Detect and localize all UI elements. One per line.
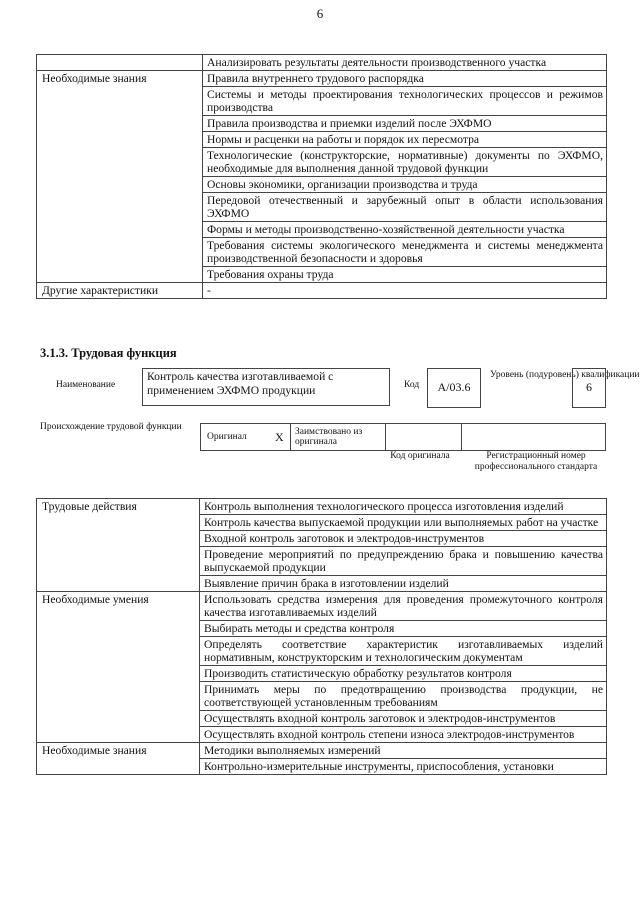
row-text: - <box>203 283 607 299</box>
code-original-cell <box>386 424 462 450</box>
table-row <box>37 132 607 148</box>
row-label <box>37 267 203 283</box>
row-text: Выявление причин брака в изготовлении изделий <box>200 576 607 592</box>
row-text: Производить статистическую обработку результатов контроля <box>200 666 607 682</box>
row-text: Принимать меры по предотвращению производства продукции, не соответствующей установленным требованиям <box>200 682 607 711</box>
table-row <box>37 637 607 666</box>
row-text: Нормы и расценки на работы и порядок их пересмотра <box>203 132 607 148</box>
row-text: Контроль выполнения технологического процесса изготовления изделий <box>200 499 607 515</box>
origin-label: Происхождение трудовой функции <box>40 422 182 432</box>
row-label <box>37 222 203 238</box>
row-text: Методики выполняемых измерений <box>200 743 607 759</box>
row-text: Технологические (конструкторские, нормативные) документы по ЭХФМО, необходимые для выполнения данной трудовой функции <box>203 148 607 177</box>
table-row <box>37 267 607 283</box>
row-text: Требования охраны труда <box>203 267 607 283</box>
row-text: Контроль качества выпускаемой продукции или выполняемых работ на участке <box>200 515 607 531</box>
row-text: Определять соответствие характеристик изготавливаемых изделий нормативным, конструкторским и технологическим документам <box>200 637 607 666</box>
code-label: Код <box>404 380 420 390</box>
row-label <box>37 193 203 222</box>
row-text: Осуществлять входной контроль заготовок и электродов-инструментов <box>200 711 607 727</box>
table-row <box>37 727 607 743</box>
code-original-caption: Код оригинала <box>390 451 450 461</box>
table-row <box>37 71 607 87</box>
row-label <box>37 547 200 576</box>
row-text: Контрольно-измерительные инструменты, приспособления, установки <box>200 759 607 775</box>
page-number: 6 <box>316 6 324 21</box>
table-row <box>37 193 607 222</box>
row-label: Необходимые умения <box>37 592 200 621</box>
original-cell <box>201 424 291 450</box>
row-label <box>37 727 200 743</box>
row-label <box>37 576 200 592</box>
borrowed-cell <box>291 424 386 450</box>
row-label <box>37 759 200 775</box>
row-label <box>37 177 203 193</box>
table-row <box>37 148 607 177</box>
row-text: Формы и методы производственно-хозяйственной деятельности участка <box>203 222 607 238</box>
borrowed-label: Заимствовано из оригинала <box>295 427 363 447</box>
row-label <box>37 55 203 71</box>
row-text: Передовой отечественный и зарубежный опыт в области использования ЭХФМО <box>203 193 607 222</box>
registration-number-caption: Регистрационный номер профессионального стандарта <box>474 451 598 472</box>
table-row <box>37 177 607 193</box>
table-row <box>37 222 607 238</box>
level-value-box: 6 <box>572 368 606 408</box>
row-text: Проведение мероприятий по предупреждению брака и повышению качества выпускаемой продукции <box>200 547 607 576</box>
row-label: Трудовые действия <box>37 499 200 515</box>
table-row <box>37 621 607 637</box>
table-row <box>37 238 607 267</box>
row-text: Анализировать результаты деятельности производственного участка <box>203 55 607 71</box>
row-label <box>37 148 203 177</box>
row-text: Требования системы экологического менеджмента и системы менеджмента производственной безопасности и здоровья <box>203 238 607 267</box>
row-text: Выбирать методы и средства контроля <box>200 621 607 637</box>
row-text: Системы и методы проектирования технологических процессов и режимов производства <box>203 87 607 116</box>
function-name-box: Контроль качества изготавливаемой с применением ЭХФМО продукции <box>142 368 390 406</box>
origin-row <box>200 423 606 451</box>
row-label <box>37 666 200 682</box>
section-title: 3.1.3. Трудовая функция <box>40 346 177 360</box>
row-label <box>37 711 200 727</box>
table-row <box>37 515 607 531</box>
row-label <box>37 87 203 116</box>
table-row <box>37 759 607 775</box>
original-label: Оригинал <box>207 432 247 442</box>
table-row <box>37 743 607 759</box>
table-row <box>37 682 607 711</box>
table-row <box>37 87 607 116</box>
table-row <box>37 576 607 592</box>
row-label <box>37 116 203 132</box>
row-label: Необходимые знания <box>37 743 200 759</box>
name-label: Наименование <box>56 380 116 390</box>
row-label <box>37 637 200 666</box>
table-row <box>37 116 607 132</box>
row-label <box>37 238 203 267</box>
top-requirements-table <box>36 54 607 299</box>
row-label <box>37 682 200 711</box>
row-text: Входной контроль заготовок и электродов-инструментов <box>200 531 607 547</box>
row-label <box>37 515 200 531</box>
row-text: Осуществлять входной контроль степени износа электродов-инструментов <box>200 727 607 743</box>
table-row <box>37 531 607 547</box>
table-row <box>37 55 607 71</box>
level-label: Уровень (подуровень) квалификации <box>490 370 640 380</box>
row-text: Использовать средства измерения для проведения промежуточного контроля качества изготавливаемых изделий <box>200 592 607 621</box>
row-label <box>37 531 200 547</box>
table-row <box>37 711 607 727</box>
row-label: Другие характеристики <box>37 283 203 299</box>
table-row <box>37 499 607 515</box>
table-row <box>37 547 607 576</box>
table-row <box>37 592 607 621</box>
row-text: Правила производства и приемки изделий после ЭХФМО <box>203 116 607 132</box>
row-label: Необходимые знания <box>37 71 203 87</box>
table-row <box>37 283 607 299</box>
table-row <box>37 666 607 682</box>
row-label <box>37 132 203 148</box>
row-text: Правила внутреннего трудового распорядка <box>203 71 607 87</box>
original-mark: X <box>275 430 284 444</box>
function-code-box: А/03.6 <box>427 368 481 408</box>
labor-function-table <box>36 498 607 775</box>
row-label <box>37 621 200 637</box>
row-text: Основы экономики, организации производства и труда <box>203 177 607 193</box>
